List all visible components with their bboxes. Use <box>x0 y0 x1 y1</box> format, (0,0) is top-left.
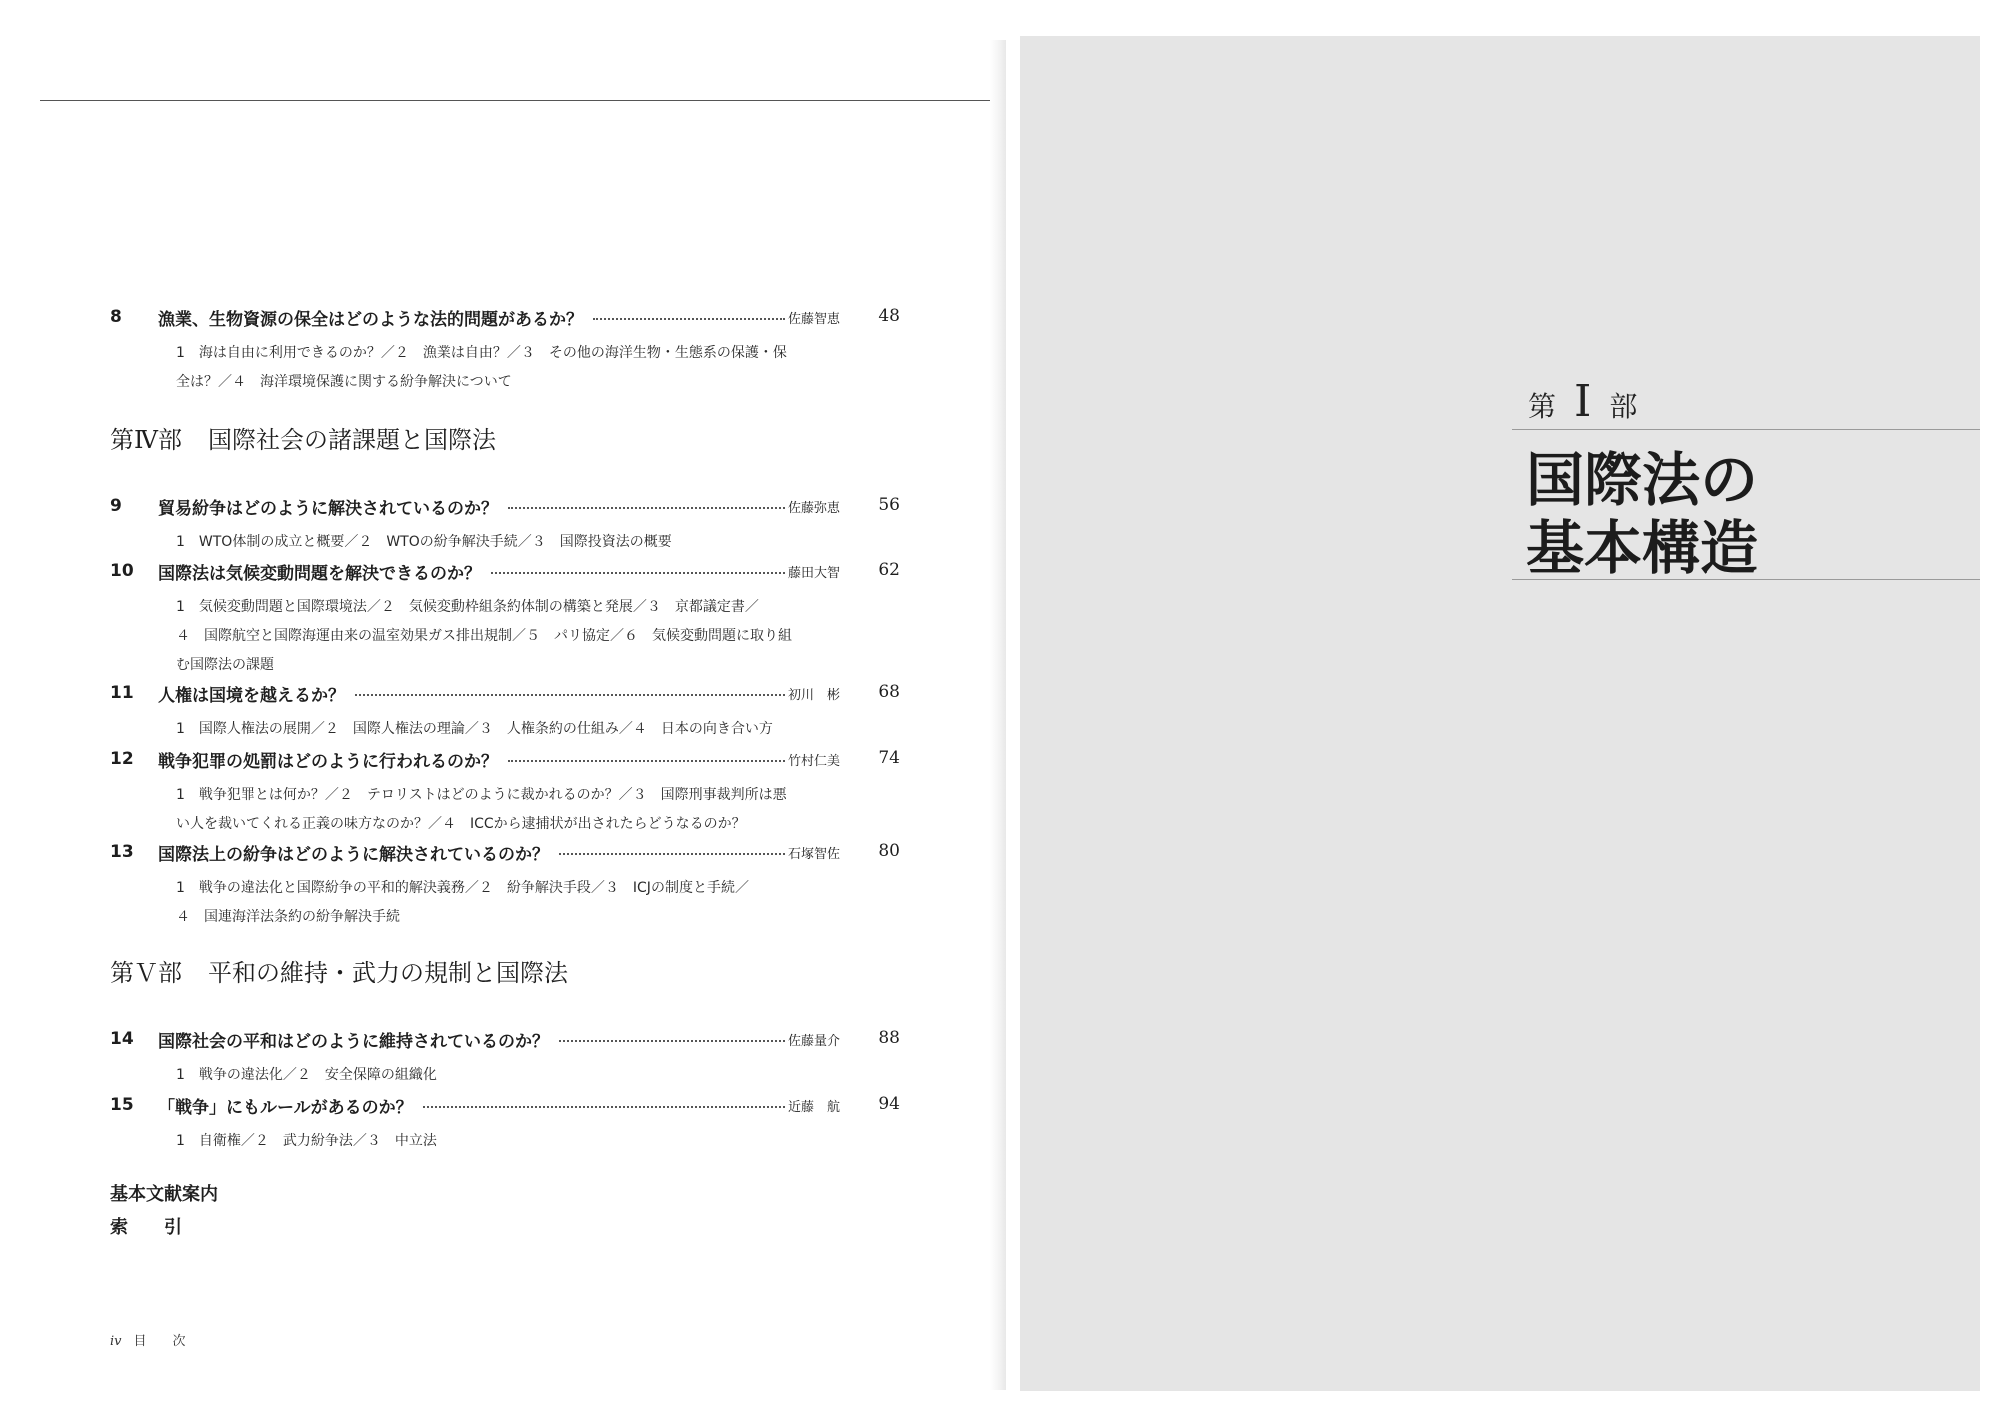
entry-number: 8 <box>110 307 122 327</box>
entry-author: 竹村仁美 <box>788 754 841 769</box>
subsection-line: ４ 国連海洋法条約の紛争解決手続 <box>176 909 400 925</box>
toc-entry-13[interactable] <box>110 838 900 932</box>
leader-dots <box>508 507 785 509</box>
entry-page-number: 62 <box>878 560 900 580</box>
subsection-line: 1 WTO体制の成立と概要／２ WTOの紛争解決手続／３ 国際投資法の概要 <box>176 534 672 550</box>
index-link[interactable]: 索 引 <box>110 1217 182 1238</box>
toc-entry-14[interactable] <box>110 1025 900 1090</box>
entry-subsections <box>176 528 846 557</box>
entry-subsections <box>176 715 846 744</box>
footer-label: 目 次 <box>133 1334 186 1349</box>
entry-subsections <box>176 874 846 932</box>
entry-page-number: 48 <box>878 306 900 326</box>
part-label: 第Ｖ部 <box>110 959 182 987</box>
leader-dots <box>508 760 785 762</box>
entry-number: 14 <box>110 1029 134 1049</box>
entry-page-number: 74 <box>878 748 900 768</box>
subsection-line: 1 戦争の違法化と国際紛争の平和的解決義務／２ 紛争解決手段／３ ICJの制度と手続／ <box>176 880 749 896</box>
entry-number: 13 <box>110 842 134 862</box>
toc-entry-11[interactable] <box>110 679 900 744</box>
subsection-line: ４ 国際航空と国際海運由来の温室効果ガス排出規制／５ パリ協定／６ 気候変動問題に取り組 <box>176 628 792 644</box>
part-suffix: 部 <box>1609 390 1638 423</box>
entry-title: 「戦争」にもルールがあるのか？ <box>158 1098 413 1118</box>
entry-page-number: 88 <box>878 1028 900 1048</box>
entry-number: 11 <box>110 683 134 703</box>
toc-entry-15[interactable] <box>110 1091 900 1156</box>
entry-page-number: 68 <box>878 682 900 702</box>
entry-title: 戦争犯罪の処罰はどのように行われるのか？ <box>158 752 498 772</box>
entry-page-number: 94 <box>878 1094 900 1114</box>
part-heading-5 <box>110 953 568 988</box>
toc-entry-9[interactable] <box>110 492 900 557</box>
part-heading-4 <box>110 420 496 455</box>
book-gutter <box>990 40 1006 1390</box>
part-title-line-2: 基本構造 <box>1526 514 1759 582</box>
entry-title: 貿易紛争はどのように解決されているのか？ <box>158 499 498 519</box>
toc-entry-10[interactable] <box>110 557 900 680</box>
subsection-line: 1 戦争犯罪とは何か？／２ テロリストはどのように裁かれるのか？／３ 国際刑事裁判所は悪 <box>176 787 787 803</box>
part-title-block <box>1526 446 1758 582</box>
entry-author: 石塚智佐 <box>788 847 841 862</box>
entry-number: 12 <box>110 749 134 769</box>
entry-number: 9 <box>110 496 122 516</box>
toc-entry-12[interactable] <box>110 745 900 839</box>
leader-dots <box>559 1040 785 1042</box>
entry-page-number: 56 <box>878 495 900 515</box>
entry-subsections <box>176 1127 846 1156</box>
entry-title: 国際社会の平和はどのように維持されているのか？ <box>158 1032 549 1052</box>
subsection-line: 1 海は自由に利用できるのか？／２ 漁業は自由？／３ その他の海洋生物・生態系の保護・保 <box>176 345 787 361</box>
entry-page-number: 80 <box>878 841 900 861</box>
entry-subsections <box>176 339 846 397</box>
leader-dots <box>559 853 785 855</box>
entry-author: 佐藤弥恵 <box>788 501 841 516</box>
footer-page-number: iv <box>110 1334 122 1349</box>
entry-subsections <box>176 593 846 680</box>
leader-dots <box>593 318 785 320</box>
toc-entry-8[interactable] <box>110 303 900 397</box>
entry-title: 人権は国境を越えるか？ <box>158 686 345 706</box>
part-numeral: Ⅰ <box>1574 376 1592 427</box>
entry-author: 近藤 航 <box>788 1100 841 1115</box>
subsection-line: い人を裁いてくれる正義の味方なのか？／４ ICCから逮捕状が出されたらどうなるのか？ <box>176 816 746 832</box>
page-footer <box>110 1330 186 1349</box>
part-title-line-1: 国際法の <box>1526 446 1759 514</box>
part-title-page <box>1020 36 1980 1391</box>
entry-number: 10 <box>110 561 134 581</box>
part-label: 第Ⅳ部 <box>110 426 182 454</box>
leader-dots <box>355 694 785 696</box>
entry-title: 漁業、生物資源の保全はどのような法的問題があるか？ <box>158 310 583 330</box>
bibliography-link[interactable]: 基本文献案内 <box>110 1184 218 1205</box>
entry-subsections <box>176 781 846 839</box>
subsection-line: 1 気候変動問題と国際環境法／２ 気候変動枠組条約体制の構築と発展／３ 京都議定書／ <box>176 599 759 615</box>
title-rule-bottom <box>1512 579 1980 580</box>
top-rule <box>40 100 990 101</box>
toc-page <box>0 0 990 1415</box>
part-title: 国際社会の諸課題と国際法 <box>207 426 496 454</box>
leader-dots <box>491 572 785 574</box>
subsection-line: む国際法の課題 <box>176 657 274 673</box>
entry-author: 佐藤量介 <box>788 1034 841 1049</box>
subsection-line: 1 国際人権法の展開／２ 国際人権法の理論／３ 人権条約の仕組み／４ 日本の向き合い方 <box>176 721 773 737</box>
entry-number: 15 <box>110 1095 134 1115</box>
part-prefix: 第 <box>1528 390 1557 423</box>
entry-author: 藤田大智 <box>788 566 841 581</box>
entry-author: 初川 彬 <box>788 688 841 703</box>
title-rule-top <box>1512 429 1980 430</box>
part-title: 平和の維持・武力の規制と国際法 <box>208 959 568 987</box>
entry-subsections <box>176 1061 846 1090</box>
part-number-label <box>1528 376 1637 427</box>
subsection-line: 全は？／４ 海洋環境保護に関する紛争解決について <box>176 374 512 390</box>
entry-author: 佐藤智恵 <box>788 312 841 327</box>
subsection-line: 1 戦争の違法化／２ 安全保障の組織化 <box>176 1067 437 1083</box>
leader-dots <box>423 1106 785 1108</box>
subsection-line: 1 自衛権／２ 武力紛争法／３ 中立法 <box>176 1133 437 1149</box>
entry-title: 国際法は気候変動問題を解決できるのか？ <box>158 564 481 584</box>
entry-title: 国際法上の紛争はどのように解決されているのか？ <box>158 845 549 865</box>
